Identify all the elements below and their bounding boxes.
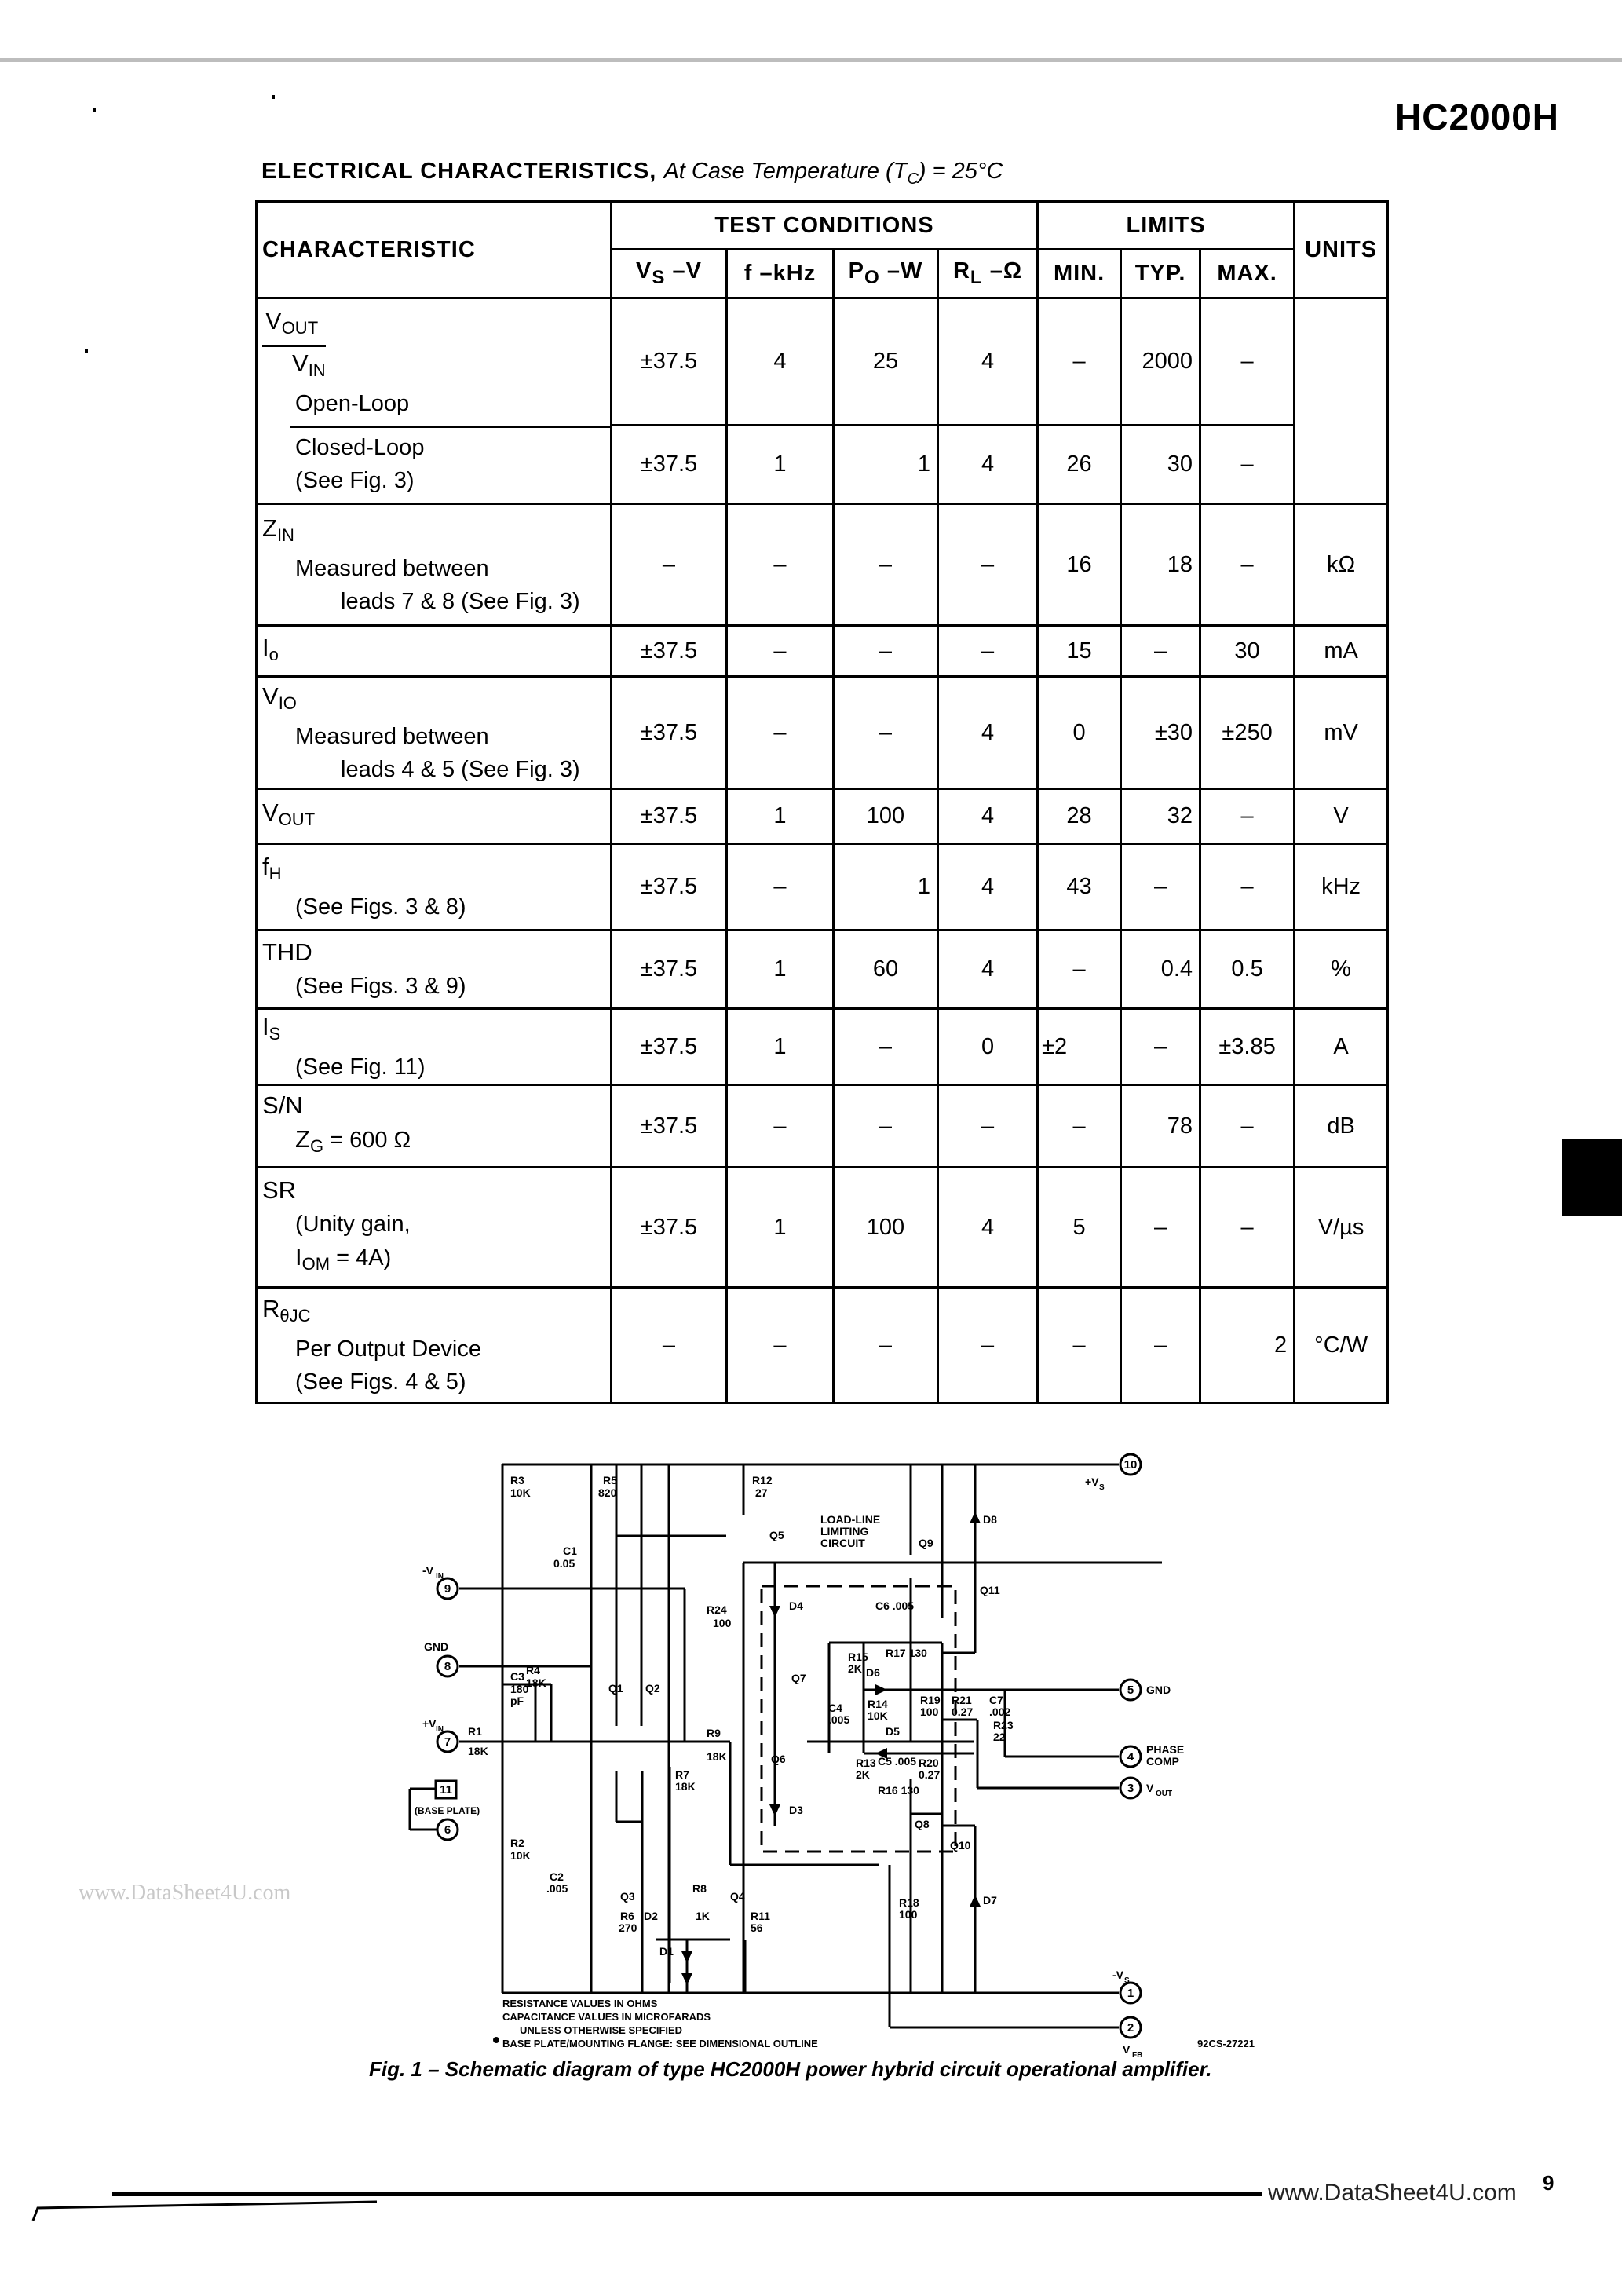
- section-tab-marker: [1562, 1139, 1622, 1216]
- svg-text:D8: D8: [983, 1513, 997, 1526]
- svg-text:Q7: Q7: [791, 1672, 806, 1684]
- svg-text:COMP: COMP: [1146, 1755, 1179, 1768]
- cell-po: 100: [834, 1168, 938, 1288]
- header-vs: $V_S$ –V: [612, 250, 727, 298]
- table-row-voltage-gain-open-loop: [257, 298, 1388, 426]
- cell-f: –: [727, 626, 834, 677]
- svg-text:18K: 18K: [675, 1780, 696, 1793]
- schematic-svg: [393, 1437, 1303, 2060]
- cell-po: 100: [834, 789, 938, 844]
- footer-url-link[interactable]: www.DataSheet4U.com: [1268, 2180, 1517, 2206]
- svg-text:D2: D2: [644, 1910, 658, 1922]
- cell-units: A: [1295, 1009, 1388, 1085]
- cell-vs: ±37.5: [612, 844, 727, 930]
- svg-text:Q6: Q6: [771, 1753, 786, 1765]
- cell-typ: –: [1121, 844, 1200, 930]
- header-row-1: [257, 202, 1388, 250]
- svg-text:CAPACITANCE VALUES IN MICROFAR: CAPACITANCE VALUES IN MICROFARADS: [502, 2011, 711, 2023]
- cell-rl: –: [938, 504, 1038, 626]
- table-row-signal-to-noise: [257, 1085, 1388, 1168]
- svg-text:C7: C7: [989, 1694, 1003, 1706]
- svg-text:Q9: Q9: [919, 1537, 933, 1549]
- table-row-voltage-gain-closed-loop: [257, 426, 1388, 504]
- figure-reference: (See Figs. 3 & 9): [295, 974, 466, 999]
- header-units: UNITS: [1295, 202, 1388, 298]
- table-row-slew-rate: [257, 1168, 1388, 1288]
- symbol: $Z_{IN}$: [262, 514, 294, 545]
- characteristic-cell: [257, 844, 612, 930]
- svg-text:9: 9: [444, 1582, 451, 1596]
- svg-text:R16 130: R16 130: [878, 1784, 919, 1797]
- cell-min: –: [1038, 1085, 1121, 1168]
- svg-text:10K: 10K: [868, 1709, 888, 1722]
- condition-label: Measured between: [295, 723, 489, 749]
- cell-vs: –: [612, 504, 727, 626]
- svg-text:D5: D5: [886, 1725, 900, 1738]
- cell-typ: 18: [1121, 504, 1200, 626]
- svg-text:1: 1: [1127, 1987, 1134, 2000]
- cell-f: 1: [727, 426, 834, 504]
- figure-caption: Fig. 1 – Schematic diagram of type HC2000H power hybrid circuit operational amplifier.: [369, 2057, 1212, 2081]
- cell-po: 1: [834, 426, 938, 504]
- cell-max: 2: [1200, 1288, 1295, 1403]
- cell-max: –: [1200, 844, 1295, 930]
- svg-text:2: 2: [1127, 2021, 1134, 2035]
- cell-min: 5: [1038, 1168, 1121, 1288]
- header-f: f –kHz: [727, 250, 834, 298]
- cell-po: –: [834, 504, 938, 626]
- svg-text:.005: .005: [828, 1713, 850, 1726]
- cell-units: V/µs: [1295, 1168, 1388, 1288]
- svg-text:Q8: Q8: [915, 1818, 930, 1830]
- header-po: $P_O$ –W: [834, 250, 938, 298]
- condition-label: $Z_G = 600$ Ω: [295, 1125, 411, 1156]
- cell-typ: –: [1121, 1009, 1200, 1085]
- svg-text:22: 22: [993, 1731, 1006, 1743]
- characteristic-cell: [257, 1288, 612, 1403]
- cell-f: –: [727, 1085, 834, 1168]
- svg-text:R23: R23: [993, 1719, 1014, 1731]
- svg-text:Q3: Q3: [620, 1890, 635, 1903]
- cell-units: V: [1295, 789, 1388, 844]
- svg-text:D7: D7: [983, 1894, 997, 1907]
- footer-swoosh: [31, 2199, 408, 2222]
- symbol: $f_H$: [262, 853, 282, 883]
- svg-text:R18: R18: [899, 1896, 919, 1909]
- cell-po: 1: [834, 844, 938, 930]
- svg-text:Q5: Q5: [769, 1529, 784, 1541]
- svg-text:6: 6: [444, 1823, 451, 1837]
- cell-rl: –: [938, 626, 1038, 677]
- cell-f: 1: [727, 789, 834, 844]
- svg-text:LOAD-LINE: LOAD-LINE: [820, 1513, 881, 1526]
- page-number: 9: [1543, 2171, 1554, 2195]
- svg-text:180: 180: [510, 1683, 529, 1695]
- svg-text:C6 .005: C6 .005: [875, 1600, 915, 1612]
- svg-text:R7: R7: [675, 1768, 689, 1781]
- symbol: $I_S$: [262, 1012, 281, 1044]
- svg-text:56: 56: [751, 1921, 763, 1934]
- cell-typ: –: [1121, 1288, 1200, 1403]
- cell-f: –: [727, 844, 834, 930]
- svg-text:Q2: Q2: [645, 1682, 660, 1695]
- condition-label: Open-Loop: [295, 390, 410, 416]
- cell-min: 28: [1038, 789, 1121, 844]
- cell-f: 1: [727, 1009, 834, 1085]
- part-number: HC2000H: [1395, 97, 1559, 137]
- condition-label: Closed-Loop: [295, 434, 425, 460]
- cell-po: 25: [834, 298, 938, 426]
- scan-speck: [272, 95, 275, 99]
- cell-f: 1: [727, 930, 834, 1009]
- figure-reference: (See Fig. 3): [295, 467, 415, 493]
- figure-reference: (See Fig. 11): [295, 1054, 426, 1080]
- svg-text:C3: C3: [510, 1670, 524, 1683]
- cell-units: kΩ: [1295, 504, 1388, 626]
- scan-speck: [93, 108, 96, 112]
- svg-text:0.05: 0.05: [553, 1557, 575, 1570]
- watermark: www.DataSheet4U.com: [79, 1881, 291, 1905]
- section-title-condition: At Case Temperature $(T_C) = 25^\circ C$: [663, 159, 1003, 188]
- cell-f: 4: [727, 298, 834, 426]
- table-row-high-frequency-response: [257, 844, 1388, 930]
- svg-text:D3: D3: [789, 1804, 803, 1816]
- cell-min: –: [1038, 1288, 1121, 1403]
- svg-text:C5 .005: C5 .005: [878, 1755, 917, 1768]
- cell-rl: 4: [938, 298, 1038, 426]
- cell-po: –: [834, 1009, 938, 1085]
- svg-text:+V: +V: [1085, 1475, 1099, 1488]
- footer-rule: [112, 2192, 1262, 2196]
- svg-text:0.27: 0.27: [919, 1768, 941, 1781]
- cell-max: –: [1200, 1168, 1295, 1288]
- svg-text:+V: +V: [422, 1717, 437, 1730]
- cell-units: dB: [1295, 1085, 1388, 1168]
- cell-typ: –: [1121, 1168, 1200, 1288]
- cell-max: ±250: [1200, 677, 1295, 789]
- cell-max: ±3.85: [1200, 1009, 1295, 1085]
- figure-reference: leads 4 & 5 (See Fig. 3): [341, 756, 580, 782]
- schematic-diagram: [393, 1437, 1303, 2060]
- svg-text:S: S: [1124, 1976, 1130, 1985]
- characteristic-cell: [257, 426, 612, 504]
- svg-text:R14: R14: [868, 1698, 888, 1710]
- table-row-total-harmonic-distortion: [257, 930, 1388, 1009]
- svg-text:18K: 18K: [526, 1676, 546, 1689]
- svg-text:Q11: Q11: [980, 1584, 1000, 1596]
- electrical-characteristics-table: [255, 200, 1389, 1404]
- figure-reference: leads 7 & 8 (See Fig. 3): [341, 588, 580, 614]
- svg-text:7: 7: [444, 1735, 451, 1749]
- svg-text:R8: R8: [692, 1882, 707, 1895]
- svg-text:C1: C1: [563, 1545, 577, 1557]
- svg-text:270: 270: [619, 1921, 637, 1934]
- svg-text:PHASE: PHASE: [1146, 1743, 1185, 1756]
- svg-text:R17 130: R17 130: [886, 1647, 927, 1659]
- cell-rl: 4: [938, 844, 1038, 930]
- cell-typ: 78: [1121, 1085, 1200, 1168]
- svg-text:11: 11: [440, 1783, 452, 1797]
- svg-text:27: 27: [755, 1486, 768, 1499]
- cell-units: %: [1295, 930, 1388, 1009]
- table-row-input-offset-voltage: [257, 677, 1388, 789]
- svg-text:R2: R2: [510, 1837, 524, 1849]
- cell-max: –: [1200, 789, 1295, 844]
- svg-text:C4: C4: [828, 1702, 842, 1714]
- section-title: [261, 159, 1003, 188]
- symbol: $V_{IO}$: [262, 682, 297, 713]
- top-rule: [0, 58, 1622, 62]
- cell-min: 15: [1038, 626, 1121, 677]
- svg-text:2K: 2K: [848, 1662, 862, 1675]
- svg-text:R13: R13: [856, 1757, 876, 1769]
- cell-vs: ±37.5: [612, 426, 727, 504]
- svg-text:R19: R19: [920, 1694, 941, 1706]
- svg-text:92CS-27221: 92CS-27221: [1197, 2038, 1255, 2049]
- figure-reference: (See Figs. 4 & 5): [295, 1369, 466, 1395]
- svg-text:D4: D4: [789, 1600, 803, 1612]
- cell-f: –: [727, 1288, 834, 1403]
- table-row-supply-current: [257, 1009, 1388, 1085]
- cell-rl: 4: [938, 426, 1038, 504]
- svg-text:R3: R3: [510, 1474, 524, 1486]
- svg-text:R15: R15: [848, 1651, 868, 1663]
- svg-text:-V: -V: [1112, 1969, 1123, 1981]
- symbol: S/N: [262, 1091, 303, 1119]
- svg-text:R21: R21: [952, 1694, 972, 1706]
- symbol: $I_o$: [262, 633, 279, 664]
- svg-text:R24: R24: [707, 1603, 727, 1616]
- cell-max: –: [1200, 504, 1295, 626]
- cell-max: –: [1200, 426, 1295, 504]
- cell-typ: –: [1121, 626, 1200, 677]
- cell-rl: –: [938, 1085, 1038, 1168]
- cell-rl: 0: [938, 1009, 1038, 1085]
- characteristic-cell: [257, 930, 612, 1009]
- svg-text:D1: D1: [659, 1945, 674, 1958]
- cell-min: –: [1038, 298, 1121, 426]
- cell-po: –: [834, 677, 938, 789]
- cell-max: –: [1200, 298, 1295, 426]
- cell-po: –: [834, 1085, 938, 1168]
- svg-text:.005: .005: [546, 1882, 568, 1895]
- cell-rl: 4: [938, 930, 1038, 1009]
- header-characteristic: CHARACTERISTIC: [257, 202, 612, 298]
- svg-text:Q1: Q1: [608, 1682, 623, 1695]
- svg-text:Q10: Q10: [950, 1839, 971, 1852]
- characteristic-cell: [257, 298, 612, 426]
- cell-min: –: [1038, 930, 1121, 1009]
- svg-text:S: S: [1099, 1483, 1105, 1492]
- cell-po: –: [834, 1288, 938, 1403]
- symbol: $R_{\theta JC}$: [262, 1294, 311, 1325]
- symbol: $V_{OUT}$: [262, 799, 316, 829]
- cell-vs: ±37.5: [612, 1168, 727, 1288]
- cell-units: °C/W: [1295, 1288, 1388, 1403]
- svg-text:-V: -V: [422, 1564, 433, 1577]
- table-row-thermal-resistance: [257, 1288, 1388, 1403]
- cell-vs: ±37.5: [612, 626, 727, 677]
- cell-rl: 4: [938, 789, 1038, 844]
- cell-f: –: [727, 504, 834, 626]
- cell-f: –: [727, 677, 834, 789]
- cell-po: –: [834, 626, 938, 677]
- svg-text:RESISTANCE VALUES IN OHMS: RESISTANCE VALUES IN OHMS: [502, 1998, 658, 2009]
- scan-speck: [85, 349, 88, 353]
- header-test-conditions: TEST CONDITIONS: [612, 202, 1038, 250]
- cell-typ: 0.4: [1121, 930, 1200, 1009]
- svg-text:0.27: 0.27: [952, 1706, 974, 1718]
- table-row-output-voltage: [257, 789, 1388, 844]
- cell-f: 1: [727, 1168, 834, 1288]
- svg-text:R6: R6: [620, 1910, 634, 1922]
- svg-text:18K: 18K: [707, 1750, 727, 1763]
- svg-text:D6: D6: [866, 1666, 880, 1679]
- characteristic-cell: [257, 504, 612, 626]
- cell-min: 16: [1038, 504, 1121, 626]
- svg-text:CIRCUIT: CIRCUIT: [820, 1537, 865, 1549]
- cell-units: mV: [1295, 677, 1388, 789]
- cell-max: 0.5: [1200, 930, 1295, 1009]
- svg-text:100: 100: [920, 1706, 939, 1718]
- voltage-gain-symbol: $\frac{V_{OUT}}{V_{IN}}$: [262, 305, 326, 387]
- cell-rl: 4: [938, 677, 1038, 789]
- svg-text:C2: C2: [550, 1870, 564, 1883]
- cell-typ: ±30: [1121, 677, 1200, 789]
- svg-text:100: 100: [713, 1617, 732, 1629]
- characteristic-cell: [257, 789, 612, 844]
- svg-text:2K: 2K: [856, 1768, 870, 1781]
- condition-label: Per Output Device: [295, 1336, 481, 1362]
- condition-label: Measured between: [295, 555, 489, 581]
- svg-text:R1: R1: [468, 1725, 482, 1738]
- header-min: MIN.: [1038, 250, 1121, 298]
- svg-text:4: 4: [1127, 1750, 1134, 1764]
- cell-min: 26: [1038, 426, 1121, 504]
- symbol: THD: [262, 938, 312, 966]
- cell-min: ±2: [1038, 1009, 1121, 1085]
- svg-text:R20: R20: [919, 1757, 939, 1769]
- characteristic-cell: [257, 1085, 612, 1168]
- svg-text:R4: R4: [526, 1664, 540, 1676]
- svg-text:V: V: [1123, 2043, 1131, 2056]
- cell-min: 0: [1038, 677, 1121, 789]
- svg-text:LIMITING: LIMITING: [820, 1525, 869, 1537]
- cell-vs: –: [612, 1288, 727, 1403]
- svg-text:820: 820: [598, 1486, 617, 1499]
- header-limits: LIMITS: [1038, 202, 1295, 250]
- svg-text:IN: IN: [436, 1572, 444, 1581]
- characteristic-cell: [257, 1009, 612, 1085]
- cell-max: –: [1200, 1085, 1295, 1168]
- svg-text:100: 100: [899, 1908, 918, 1921]
- svg-text:.002: .002: [989, 1706, 1011, 1718]
- symbol: SR: [262, 1176, 297, 1204]
- cell-typ: 30: [1121, 426, 1200, 504]
- characteristic-cell: [257, 1168, 612, 1288]
- cell-vs: ±37.5: [612, 930, 727, 1009]
- table-row-quiescent-current: [257, 626, 1388, 677]
- svg-text:10: 10: [1123, 1458, 1138, 1472]
- svg-text:10K: 10K: [510, 1849, 531, 1862]
- cell-min: 43: [1038, 844, 1121, 930]
- svg-text:OUT: OUT: [1156, 1790, 1173, 1798]
- svg-text:R12: R12: [752, 1474, 773, 1486]
- svg-text:V: V: [1146, 1782, 1154, 1794]
- cell-po: 60: [834, 930, 938, 1009]
- svg-text:R5: R5: [603, 1474, 617, 1486]
- cell-vs: ±37.5: [612, 1009, 727, 1085]
- condition-label: (Unity gain,: [295, 1212, 411, 1237]
- cell-vs: ±37.5: [612, 298, 727, 426]
- header-max: MAX.: [1200, 250, 1295, 298]
- cell-units: mA: [1295, 626, 1388, 677]
- cell-typ: 32: [1121, 789, 1200, 844]
- table-row-input-impedance: [257, 504, 1388, 626]
- cell-units: kHz: [1295, 844, 1388, 930]
- cell-typ: 2000: [1121, 298, 1200, 426]
- characteristic-cell: [257, 626, 612, 677]
- svg-text:18K: 18K: [468, 1745, 488, 1757]
- section-title-bold: ELECTRICAL CHARACTERISTICS,: [261, 159, 657, 184]
- cell-rl: –: [938, 1288, 1038, 1403]
- cell-vs: ±37.5: [612, 1085, 727, 1168]
- svg-text:10K: 10K: [510, 1486, 531, 1499]
- condition-label: $I_{OM} = 4A$): [295, 1243, 392, 1274]
- svg-text:UNLESS OTHERWISE SPECIFIED: UNLESS OTHERWISE SPECIFIED: [520, 2024, 683, 2036]
- svg-text:GND: GND: [424, 1640, 449, 1653]
- characteristic-cell: [257, 677, 612, 789]
- cell-vs: ±37.5: [612, 677, 727, 789]
- svg-text:8: 8: [444, 1660, 451, 1673]
- cell-max: 30: [1200, 626, 1295, 677]
- svg-text:GND: GND: [1146, 1684, 1171, 1696]
- cell-units: [1295, 298, 1388, 504]
- cell-vs: ±37.5: [612, 789, 727, 844]
- svg-text:3: 3: [1127, 1782, 1134, 1795]
- header-rl: $R_L$ –Ω: [938, 250, 1038, 298]
- svg-text:(BASE PLATE): (BASE PLATE): [415, 1805, 480, 1816]
- svg-text:1K: 1K: [696, 1910, 710, 1922]
- svg-text:Q4: Q4: [730, 1890, 745, 1903]
- svg-text:pF: pF: [510, 1695, 524, 1707]
- svg-text:5: 5: [1127, 1684, 1134, 1697]
- cell-rl: 4: [938, 1168, 1038, 1288]
- svg-text:BASE PLATE/MOUNTING FLANGE: SE: BASE PLATE/MOUNTING FLANGE: SEE DIMENSIONAL OUTLINE: [502, 2038, 818, 2049]
- svg-text:R9: R9: [707, 1727, 721, 1739]
- svg-text:FB: FB: [1132, 2051, 1143, 2060]
- svg-text:R11: R11: [751, 1910, 770, 1922]
- svg-text:IN: IN: [436, 1725, 444, 1734]
- header-typ: TYP.: [1121, 250, 1200, 298]
- figure-reference: (See Figs. 3 & 8): [295, 894, 466, 919]
